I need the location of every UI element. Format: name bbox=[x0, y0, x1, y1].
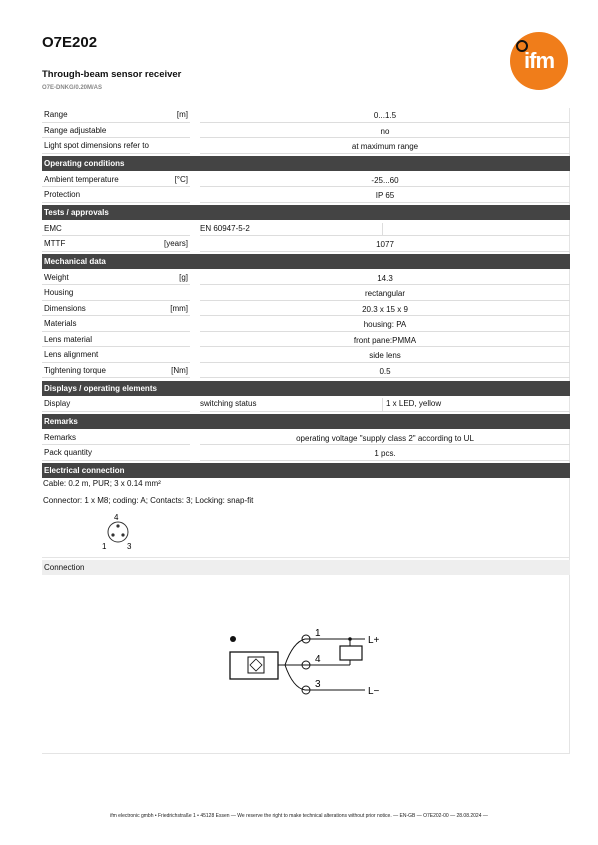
spec-value: 14.3 bbox=[377, 273, 393, 283]
spec-unit: [mm] bbox=[170, 303, 188, 313]
spec-value: 1 x LED, yellow bbox=[386, 399, 442, 408]
dot-marker bbox=[230, 636, 236, 642]
lminus-label: L− bbox=[368, 686, 380, 697]
spec-row bbox=[42, 431, 570, 447]
pin-4 bbox=[116, 524, 119, 527]
spec-unit: [°C] bbox=[174, 174, 188, 184]
cable-spec: Cable: 0.2 m, PUR; 3 x 0.14 mm² bbox=[43, 479, 161, 488]
row-rule bbox=[42, 362, 190, 363]
spec-label: Lens alignment bbox=[44, 350, 99, 359]
pin-4-label: 4 bbox=[114, 513, 119, 522]
spec-value: at maximum range bbox=[351, 142, 419, 151]
row-rule bbox=[200, 377, 570, 378]
section-header-mechanical: Mechanical data bbox=[42, 254, 570, 269]
spec-value: housing: PA bbox=[363, 320, 407, 329]
row-rule bbox=[200, 362, 570, 363]
pin-3 bbox=[121, 533, 124, 536]
pin-1-label: 1 bbox=[102, 542, 107, 551]
spec-value: 1077 bbox=[376, 240, 394, 249]
spec-value: front pane:PMMA bbox=[353, 335, 417, 345]
spec-unit: [Nm] bbox=[171, 365, 188, 375]
row-rule bbox=[42, 346, 190, 347]
connector-spec: Connector: 1 x M8; coding: A; Contacts: 3; Locking: snap-fit bbox=[43, 496, 254, 505]
row-rule bbox=[42, 444, 190, 445]
spec-label: Remarks bbox=[44, 432, 77, 442]
spec-label: MTTF bbox=[44, 239, 66, 248]
row-rule bbox=[200, 346, 570, 347]
row-rule bbox=[200, 284, 570, 285]
row-rule bbox=[200, 331, 570, 332]
spec-value: 1 pcs. bbox=[374, 449, 396, 458]
pin-3-label: 3 bbox=[127, 542, 132, 551]
row-rule bbox=[200, 251, 570, 252]
wire-4-label: 4 bbox=[315, 654, 321, 665]
row-rule bbox=[200, 315, 570, 316]
spec-label: Range adjustable bbox=[44, 125, 107, 135]
section-header-tests: Tests / approvals bbox=[42, 205, 570, 220]
spec-value: rectangular bbox=[364, 289, 406, 298]
pin-1 bbox=[111, 533, 114, 536]
row-rule bbox=[200, 411, 570, 412]
lplus-label: L+ bbox=[368, 635, 380, 646]
row-rule bbox=[42, 137, 190, 138]
connector-pinout-diagram bbox=[98, 510, 138, 552]
spec-label: Dimensions bbox=[44, 303, 86, 313]
row-rule bbox=[200, 137, 570, 138]
product-title: O7E202 bbox=[42, 34, 98, 51]
spec-value: side lens bbox=[369, 351, 401, 360]
spec-unit: [g] bbox=[179, 272, 188, 282]
row-rule bbox=[42, 251, 190, 252]
spec-row bbox=[42, 348, 570, 364]
wire-1-label: 1 bbox=[315, 628, 321, 639]
spec-value: switching status bbox=[200, 399, 257, 408]
row-rule bbox=[42, 377, 190, 378]
spec-label: Pack quantity bbox=[44, 448, 93, 457]
row-rule bbox=[42, 460, 190, 461]
wire-3 bbox=[285, 665, 365, 690]
spec-row bbox=[42, 333, 570, 349]
section-header-remarks: Remarks bbox=[42, 414, 570, 429]
load-symbol bbox=[340, 646, 362, 660]
spec-value: IP 65 bbox=[375, 191, 395, 200]
section-header-operating: Operating conditions bbox=[42, 156, 570, 171]
spec-row-emc bbox=[42, 222, 570, 238]
row-rule bbox=[42, 331, 190, 332]
spec-row bbox=[42, 108, 570, 124]
row-rule bbox=[42, 153, 190, 154]
spec-row bbox=[42, 302, 570, 318]
spec-row bbox=[42, 317, 570, 333]
spec-label: Display bbox=[44, 399, 71, 408]
spec-label: Range bbox=[44, 110, 68, 119]
product-subtitle: Through-beam sensor receiver bbox=[42, 69, 182, 80]
cell-divider bbox=[382, 223, 383, 236]
row-rule bbox=[42, 202, 190, 203]
row-rule bbox=[42, 235, 190, 236]
spec-value: 20.3 x 15 x 9 bbox=[362, 304, 408, 314]
row-rule bbox=[200, 300, 570, 301]
spec-label: Light spot dimensions refer to bbox=[44, 141, 149, 150]
table-frame-divider bbox=[42, 557, 570, 558]
spec-label: Tightening torque bbox=[44, 365, 106, 375]
page-footer: ifm electronic gmbh • Friedrichstraße 1 • 45128 Essen — We reserve the right to make technical alterations without prior notice. — EN-GB — O7E202-00 — 28.08.2024 — bbox=[110, 813, 488, 819]
row-rule bbox=[200, 235, 570, 236]
spec-value: operating voltage "supply class 2" according to UL bbox=[296, 433, 474, 443]
row-rule bbox=[200, 460, 570, 461]
spec-value: -25...60 bbox=[371, 175, 399, 185]
spec-row bbox=[42, 364, 570, 380]
spec-unit: [years] bbox=[163, 239, 188, 248]
spec-label: Housing bbox=[44, 288, 74, 297]
wiring-diagram bbox=[225, 622, 390, 702]
row-rule bbox=[200, 202, 570, 203]
spec-row bbox=[42, 188, 570, 204]
cell-divider bbox=[382, 398, 383, 411]
row-rule bbox=[200, 153, 570, 154]
sensor-body bbox=[230, 652, 278, 679]
spec-label: Weight bbox=[44, 272, 69, 282]
spec-label: EMC bbox=[44, 223, 62, 233]
spec-row bbox=[42, 446, 570, 462]
spec-label: Materials bbox=[44, 319, 77, 328]
row-rule bbox=[42, 186, 190, 187]
row-rule bbox=[200, 186, 570, 187]
article-number: O7E-DNKG/0.20M/AS bbox=[42, 85, 103, 91]
section-header-electrical: Electrical connection bbox=[42, 463, 570, 478]
spec-value: EN 60947-5-2 bbox=[200, 223, 250, 233]
row-rule bbox=[42, 284, 190, 285]
ifm-logo bbox=[510, 32, 568, 90]
spec-row bbox=[42, 271, 570, 287]
row-rule bbox=[200, 122, 570, 123]
spec-table bbox=[42, 108, 570, 480]
spec-value: 0.5 bbox=[379, 366, 391, 376]
row-rule bbox=[42, 300, 190, 301]
logo-text: ifm bbox=[524, 48, 554, 73]
spec-label: Ambient temperature bbox=[44, 174, 119, 184]
wire-3-label: 3 bbox=[315, 679, 321, 690]
spec-label: Protection bbox=[44, 190, 81, 199]
section-header-displays: Displays / operating elements bbox=[42, 381, 570, 396]
spec-value: no bbox=[380, 126, 390, 136]
connection-header: Connection bbox=[42, 560, 570, 575]
spec-unit: [m] bbox=[176, 110, 188, 119]
spec-row bbox=[42, 286, 570, 302]
spec-row bbox=[42, 173, 570, 189]
table-frame-bottom bbox=[42, 753, 570, 754]
spec-row-display bbox=[42, 397, 570, 413]
spec-row bbox=[42, 139, 570, 155]
row-rule bbox=[42, 122, 190, 123]
receiver-diamond-icon bbox=[250, 659, 262, 671]
spec-row-mttf bbox=[42, 237, 570, 253]
row-rule bbox=[42, 411, 190, 412]
row-rule bbox=[200, 444, 570, 445]
row-rule bbox=[42, 315, 190, 316]
spec-label: Lens material bbox=[44, 334, 93, 344]
spec-value: 0...1.5 bbox=[373, 111, 397, 120]
spec-row bbox=[42, 124, 570, 140]
